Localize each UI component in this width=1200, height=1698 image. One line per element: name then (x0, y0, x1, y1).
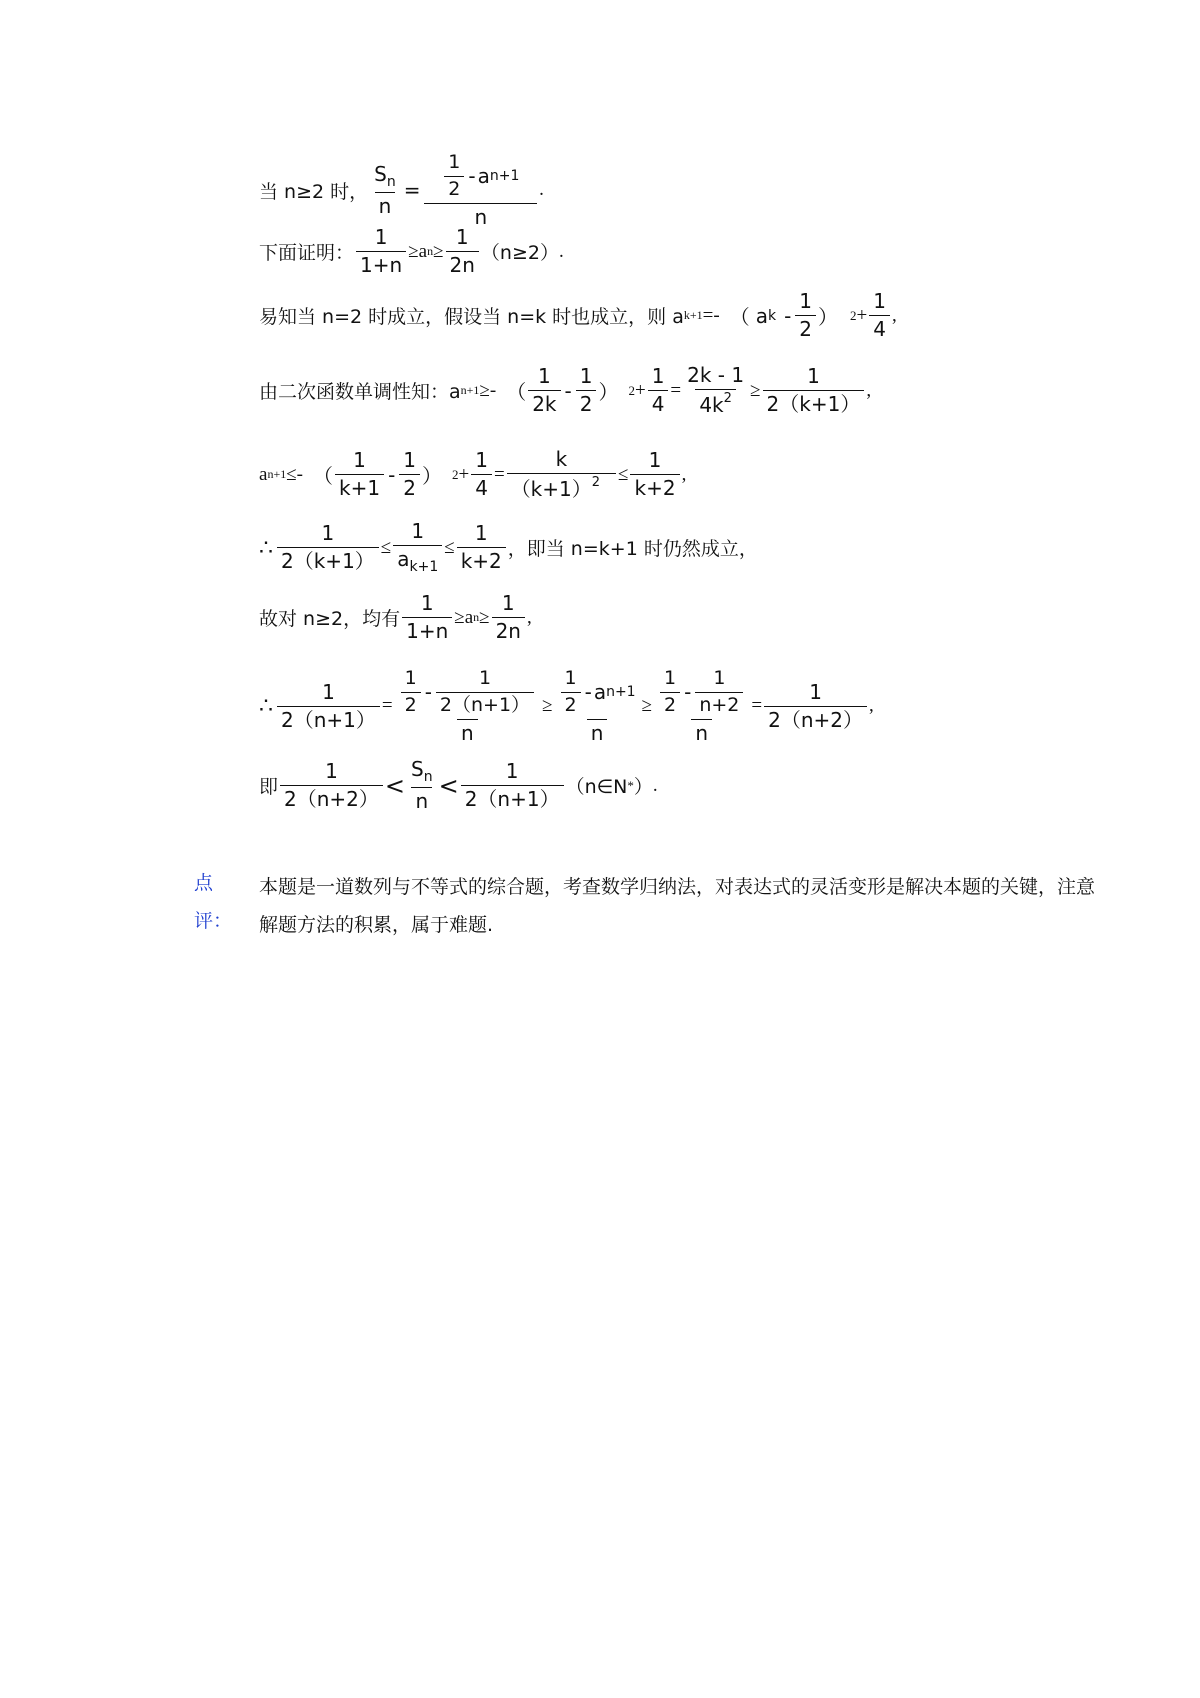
exponent-2: 2 (628, 382, 635, 398)
fraction-one-half: $\frac{1}{2}$ (576, 365, 597, 416)
fraction-compound-3: $\frac{1}{2}$ - $\frac{1}{n+2}$ n (654, 668, 749, 745)
line-prove-bounds (259, 226, 564, 277)
symbol-a: a (464, 606, 474, 628)
fraction-1-over-2k: $\frac{1}{2k}$ (528, 365, 560, 416)
fraction-1-over-2-n-plus-1: $\frac{1}{2(n+1)}$ (277, 681, 380, 732)
subscript-n: n (473, 610, 480, 624)
fraction-1-over-2n: $\frac{1}{2n}$ (446, 226, 479, 277)
ge-sign: ≥ (750, 379, 761, 401)
left-paren: （ (312, 464, 333, 488)
exponent-2: 2 (452, 466, 459, 482)
subscript-n-plus-1: n+1 (489, 168, 520, 185)
equals-sign: = (493, 463, 505, 485)
period: . (558, 240, 564, 262)
period: . (539, 179, 544, 201)
fraction-1-over-2-n-plus-1: $\frac{1}{2(n+1)}$ (461, 760, 564, 811)
fraction-sn-over-n (370, 163, 400, 218)
line-monotonic-upper (259, 448, 686, 501)
text-monotonic: 由二次函数单调性知：a (259, 381, 461, 403)
ge-sign: ≥ (433, 240, 444, 262)
fraction-k-over-k-plus-1-squared: $\frac{k}{(k+1)^2}$ (507, 448, 616, 501)
less-than-sign: < (384, 771, 406, 800)
line-therefore-k-plus-1 (259, 520, 758, 575)
fraction-1-over-k-plus-2: $\frac{1}{k+2}$ (630, 449, 679, 500)
period: . (652, 774, 658, 796)
plus-sign: + (634, 379, 646, 401)
fraction-one-half: $\frac{1}{2}$ (444, 152, 464, 201)
text-for-all-n: 故对 n≥2，均有 (259, 608, 401, 630)
fraction-compound-1: $\frac{1}{2}$ - $\frac{1}{2(n+1)}$ n (395, 668, 540, 745)
fraction-1-over-2-n-plus-2: $\frac{1}{2(n+2)}$ (280, 760, 383, 811)
denominator-n: n (424, 203, 537, 229)
text-induction: 易知当 n=2 时成立，假设当 n=k 时也成立，则 a (259, 306, 684, 328)
symbol-a: a (477, 163, 490, 188)
line-for-all-n (259, 592, 532, 643)
exponent-2: 2 (591, 475, 601, 490)
fraction-1-over-1-plus-n: $\frac{1}{1+n}$ (356, 226, 406, 277)
fraction-2k-minus-1-over-4k2: $\frac{2k - 1}{4k^2}$ (687, 363, 745, 417)
comment-label-line2: 评： (194, 910, 233, 932)
subscript-k-plus-1: k+1 (409, 559, 439, 575)
left-paren: （ (506, 380, 527, 404)
ge-sign: ≥ (641, 695, 653, 717)
therefore-symbol: ∴ (259, 693, 273, 719)
subscript-n: n (386, 173, 396, 190)
symbol-a: a (755, 303, 768, 328)
equals-sign: = (381, 695, 393, 717)
condition-n-in-n-star: （n∈N (565, 776, 628, 799)
comment-label-line1: 点 (194, 872, 214, 894)
le-sign: ≤ (618, 463, 629, 485)
equals-sign: = (403, 178, 421, 203)
fraction-compound-2: $\frac{1}{2}$ - a n+1 n (555, 668, 640, 745)
ge-sign: ≥ (408, 240, 419, 262)
condition-n-ge-2: （n≥2） (480, 242, 559, 264)
fraction-sn-over-n: $\frac{S_n}{n}$ (411, 757, 433, 814)
fraction-1-over-k-plus-2: $\frac{1}{k+2}$ (457, 522, 506, 573)
symbol-a: a (259, 463, 268, 485)
fraction-1-over-2-n-plus-2: $\frac{1}{2(n+2)}$ (764, 681, 867, 732)
minus-sign: - (468, 163, 476, 188)
fraction-1-over-2-k-plus-1: $\frac{1}{2(k+1)}$ (277, 522, 379, 573)
symbol-a: a (418, 240, 428, 262)
plus-sign: + (458, 463, 470, 485)
comma: , (526, 606, 532, 628)
text-thus: 即 (259, 776, 279, 799)
le-minus: ≤- (286, 463, 303, 485)
line-sn-formula (259, 152, 544, 229)
subscript-k: k (767, 307, 777, 324)
subscript-n-plus-1: n+1 (460, 383, 480, 397)
fraction-1-over-2n: $\frac{1}{2n}$ (492, 592, 525, 643)
exponent-2: 2 (723, 391, 732, 406)
fraction-half-minus-a (424, 152, 537, 229)
minus-sign: - (564, 378, 572, 403)
star-superscript: * (627, 777, 634, 793)
line-therefore-chain (259, 668, 874, 745)
ge-sign: ≥ (542, 695, 553, 717)
minus-sign: - (388, 462, 396, 487)
equals-sign: = (670, 379, 682, 401)
fraction-one-half: $\frac{1}{2}$ (795, 290, 816, 341)
subscript-k-plus-1: k+1 (683, 308, 703, 322)
subscript-n-plus-1: n+1 (267, 467, 287, 481)
equals-sign: = (751, 695, 763, 717)
right-paren: ） (598, 380, 619, 404)
comment-text: 本题是一道数列与不等式的综合题，考查数学归纳法，对表达式的灵活变形是解决本题的关键，注意解题方法的积累，属于难题. (259, 876, 1096, 936)
exponent-2: 2 (850, 307, 857, 323)
symbol-s: S (374, 161, 387, 186)
right-paren: ） (818, 305, 839, 329)
line-conclusion: 即 $\frac{1}{2(n+2)}$ < $\frac{S_n}{n}$ < $\frac{1}{2(n+1)}$ （n∈N * ） . (259, 757, 658, 814)
plus-sign: + (856, 304, 868, 326)
right-paren: ） (422, 464, 443, 488)
comma: , (891, 304, 897, 326)
ge-sign: ≥ (454, 606, 465, 628)
comma: , (866, 379, 872, 401)
fraction-1-over-k-plus-1: $\frac{1}{k+1}$ (335, 449, 384, 500)
fraction-1-over-a-k-plus-1: $\frac{1}{a_{k+1}}$ (393, 520, 442, 575)
left-paren: （ (729, 305, 750, 329)
le-sign: ≤ (380, 536, 392, 558)
ge-sign: ≥ (479, 606, 490, 628)
denominator-n: n (375, 192, 396, 218)
fraction-1-over-1-plus-n: $\frac{1}{1+n}$ (402, 592, 452, 643)
comma: , (869, 695, 874, 717)
ge-minus: ≥- (479, 379, 497, 401)
fraction-one-half: $\frac{1}{2}$ (399, 449, 420, 500)
fraction-one-quarter: $\frac{1}{4}$ (648, 365, 669, 416)
fraction-one-quarter: $\frac{1}{4}$ (471, 449, 492, 500)
le-sign: ≤ (444, 536, 455, 558)
less-than-sign: < (438, 771, 459, 800)
therefore-symbol: ∴ (259, 534, 273, 560)
fraction-one-quarter: $\frac{1}{4}$ (869, 290, 890, 341)
text-when-n-ge-2: 当 n≥2 时， (259, 180, 369, 203)
fraction-1-over-2-k-plus-1: $\frac{1}{2(k+1)}$ (763, 365, 865, 416)
text-prove-below: 下面证明： (259, 242, 355, 264)
equals-minus: =- (702, 304, 720, 326)
minus-sign: - (784, 303, 792, 328)
line-induction-assumption (259, 290, 897, 341)
line-monotonic-lower (259, 364, 871, 417)
text-still-holds: ，即当 n=k+1 时仍然成立， (507, 538, 758, 561)
subscript-n: n (427, 244, 434, 258)
comma: , (681, 463, 687, 485)
